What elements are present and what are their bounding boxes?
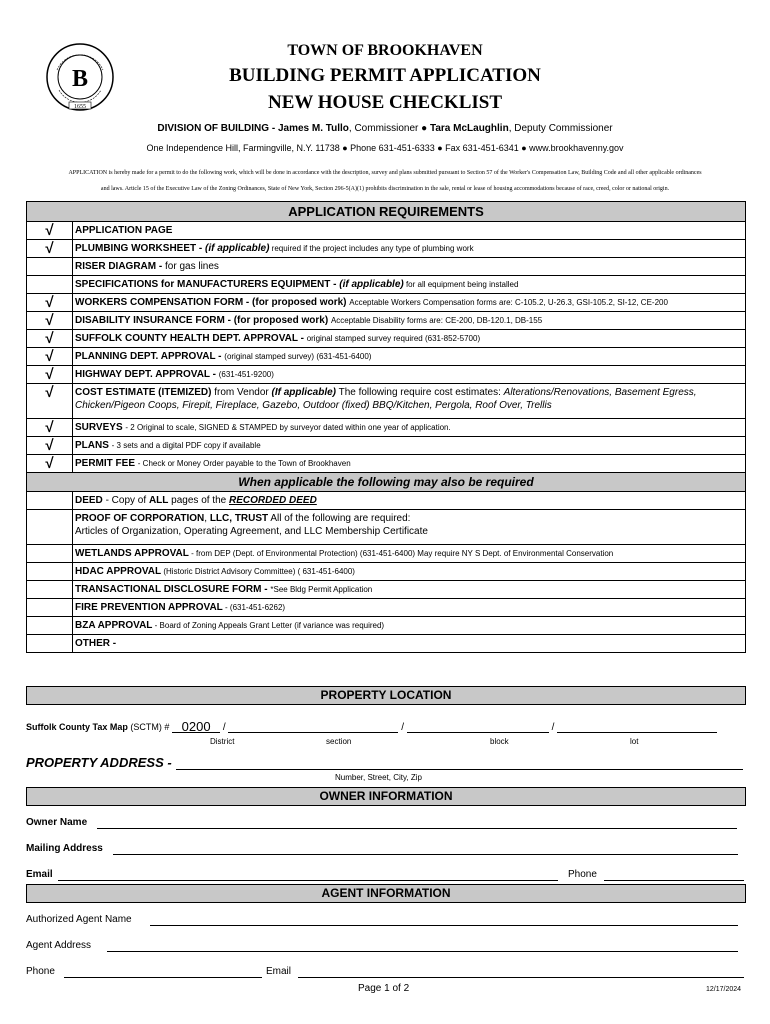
mailing-address-field[interactable] xyxy=(113,841,738,855)
optional-requirements-header: When applicable the following may also be required xyxy=(27,473,745,492)
lot-label: lot xyxy=(630,737,639,746)
section-field[interactable] xyxy=(228,721,398,733)
requirement-row: √ WORKERS COMPENSATION FORM - (for proposed work) Acceptable Workers Compensation forms are: C-105.2, U-26.3, GSI-105.2, SI-12, CE-200 xyxy=(27,294,745,312)
checkmark-icon[interactable]: √ xyxy=(27,294,73,311)
mailing-address-label: Mailing Address xyxy=(26,843,103,854)
requirement-row: TRANSACTIONAL DISCLOSURE FORM - *See Bldg Permit Application xyxy=(27,581,745,599)
requirement-row: √ DISABILITY INSURANCE FORM - (for proposed work) Acceptable Disability forms are: CE-200, DB-120.1, DB-155 xyxy=(27,312,745,330)
requirement-row: √ SURVEYS - 2 Original to scale, SIGNED & STAMPED by surveyor dated within one year of application. xyxy=(27,419,745,437)
agent-phone-field[interactable] xyxy=(64,964,262,978)
owner-email-label: Email xyxy=(26,869,53,880)
owner-phone-label: Phone xyxy=(568,869,597,880)
district-label: District xyxy=(210,737,235,746)
checkbox-cell[interactable] xyxy=(27,581,73,598)
town-title: TOWN OF BROOKHAVEN xyxy=(287,42,483,59)
requirement-row: FIRE PREVENTION APPROVAL - (631-451-6262) xyxy=(27,599,745,617)
page-number: Page 1 of 2 xyxy=(358,983,410,994)
checkmark-icon[interactable]: √ xyxy=(27,330,73,347)
checkbox-cell[interactable] xyxy=(27,276,73,293)
agent-information-header: AGENT INFORMATION xyxy=(26,884,746,903)
checkmark-icon[interactable]: √ xyxy=(27,222,73,239)
requirement-row: √ PLUMBING WORKSHEET - (if applicable) required if the project includes any type of plumbing work xyxy=(27,240,745,258)
requirement-row: OTHER - xyxy=(27,635,745,652)
checkmark-icon[interactable]: √ xyxy=(27,312,73,329)
checkmark-icon[interactable]: √ xyxy=(27,437,73,454)
application-title: BUILDING PERMIT APPLICATION xyxy=(229,65,541,86)
checkbox-cell[interactable] xyxy=(27,258,73,275)
requirement-row: √ SUFFOLK COUNTY HEALTH DEPT. APPROVAL - original stamped survey required (631-852-5700) xyxy=(27,330,745,348)
deed-row: DEED - Copy of ALL pages of the RECORDED DEED xyxy=(27,492,745,510)
property-location-header: PROPERTY LOCATION xyxy=(26,686,746,705)
block-field[interactable] xyxy=(407,721,549,733)
checkmark-icon[interactable]: √ xyxy=(27,419,73,436)
requirement-row: WETLANDS APPROVAL - from DEP (Dept. of Environmental Protection) (631-451-6400) May require NY S Dept. of Environmental Conservation xyxy=(27,545,745,563)
requirement-row: √ HIGHWAY DEPT. APPROVAL - (631-451-9200) xyxy=(27,366,745,384)
requirement-row: HDAC APPROVAL (Historic District Advisory Committee) ( 631-451-6400) xyxy=(27,563,745,581)
requirement-row: SPECIFICATIONS for MANUFACTURERS EQUIPMENT - (if applicable) for all equipment being installed xyxy=(27,276,745,294)
checkmark-icon[interactable]: √ xyxy=(27,455,73,472)
agent-address-label: Agent Address xyxy=(26,940,92,951)
owner-email-field[interactable] xyxy=(58,867,558,881)
checkmark-icon[interactable]: √ xyxy=(27,384,73,418)
division-line: DIVISION OF BUILDING - James M. Tullo, Commissioner ● Tara McLaughlin, Deputy Commissioner xyxy=(157,123,613,134)
agent-email-field[interactable] xyxy=(298,964,744,978)
section-label: section xyxy=(326,737,352,746)
property-address-label: PROPERTY ADDRESS - xyxy=(26,755,172,770)
svg-text:1655: 1655 xyxy=(74,104,86,110)
requirements-header: APPLICATION REQUIREMENTS xyxy=(27,202,745,222)
legal-notice-1: APPLICATION is hereby made for a permit to do the following work, which will be done in accordance with the description, survey and plans submitted pursuant to Section 57 of the Worker's Compensation Law, Building Code and all other applicable ordinances xyxy=(68,170,702,176)
checkbox-cell[interactable] xyxy=(27,492,73,509)
tax-map-line: Suffolk County Tax Map (SCTM) # 0200 / / / xyxy=(26,719,744,733)
owner-name-field[interactable] xyxy=(97,815,737,829)
requirement-row: √ PERMIT FEE - Check or Money Order payable to the Town of Brookhaven xyxy=(27,455,745,473)
checkbox-cell[interactable] xyxy=(27,617,73,634)
agent-name-field[interactable] xyxy=(150,912,738,926)
corporation-row: PROOF OF CORPORATION, LLC, TRUST All of the following are required: Articles of Organization, Operating Agreement, and LLC Membership Certificate xyxy=(27,510,745,545)
checkbox-cell[interactable] xyxy=(27,635,73,652)
svg-text:B: B xyxy=(71,66,89,92)
requirement-row: √ PLANNING DEPT. APPROVAL - (original stamped survey) (631-451-6400) xyxy=(27,348,745,366)
revision-date: 12/17/2024 xyxy=(706,986,742,993)
requirements-table xyxy=(26,201,746,653)
checklist-title: NEW HOUSE CHECKLIST xyxy=(267,92,503,113)
town-seal-logo xyxy=(45,42,115,112)
requirement-row: RISER DIAGRAM - for gas lines xyxy=(27,258,745,276)
requirement-row: √ PLANS - 3 sets and a digital PDF copy if available xyxy=(27,437,745,455)
checkbox-cell[interactable] xyxy=(27,599,73,616)
owner-information-header: OWNER INFORMATION xyxy=(26,787,746,806)
legal-notice-2: and laws. Article 15 of the Executive Law of the Zoning Ordinances, State of New York, Section 296-5(A)(1) prohibits discrimination in the sale, rental or lease of housing accommodations because of race, creed, color or national origin. xyxy=(100,186,670,192)
owner-name-label: Owner Name xyxy=(26,817,88,828)
district-field[interactable]: 0200 xyxy=(172,719,220,733)
agent-name-label: Authorized Agent Name xyxy=(26,914,132,925)
block-label: block xyxy=(490,737,509,746)
requirement-row: √ APPLICATION PAGE xyxy=(27,222,745,240)
cost-estimate-row: √ COST ESTIMATE (ITEMIZED) from Vendor (If applicable) The following require cost estimates: Alterations/Renovations, Basement Egress, Chicken/Pigeon Coops, Firepit, Fireplace, Gazebo, Outdoor (fixed) BBQ/Kitchen, Pergola, Roof Over, Trellis xyxy=(27,384,745,419)
checkbox-cell[interactable] xyxy=(27,545,73,562)
agent-address-field[interactable] xyxy=(107,938,738,952)
agent-phone-label: Phone xyxy=(26,966,55,977)
checkmark-icon[interactable]: √ xyxy=(27,348,73,365)
owner-phone-field[interactable] xyxy=(604,867,744,881)
checkmark-icon[interactable]: √ xyxy=(27,240,73,257)
checkmark-icon[interactable]: √ xyxy=(27,366,73,383)
checkbox-cell[interactable] xyxy=(27,510,73,544)
address-hint: Number, Street, City, Zip xyxy=(335,773,422,782)
checkbox-cell[interactable] xyxy=(27,563,73,580)
lot-field[interactable] xyxy=(557,721,717,733)
contact-line: One Independence Hill, Farmingville, N.Y. 11738 ● Phone 631-451-6333 ● Fax 631-451-6341 ● www.brookhavenny.gov xyxy=(146,143,624,153)
property-address-field[interactable] xyxy=(176,756,743,770)
agent-email-label: Email xyxy=(266,966,292,977)
requirement-row: BZA APPROVAL - Board of Zoning Appeals Grant Letter (if variance was required) xyxy=(27,617,745,635)
